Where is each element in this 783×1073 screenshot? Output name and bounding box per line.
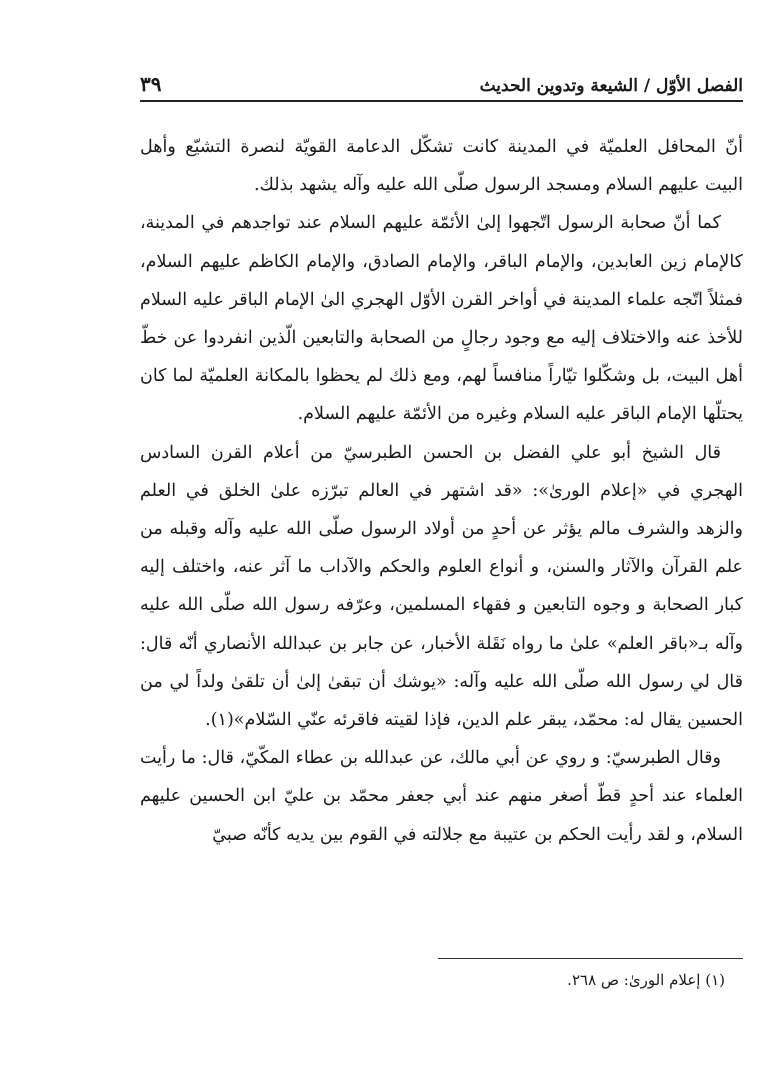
footnote-divider [438, 958, 743, 959]
footnote: (١) إعلام الورىٰ: ص ٢٦٨. [567, 971, 725, 989]
paragraph-1: أنّ المحافل العلميّة في المدينة كانت تشكّل الدعامة القويّة لنصرة التشيّع وأهل البيت عليهم السلام ومسجد الرسول صلّى الله عليه وآله يشهد بذلك. [140, 137, 743, 196]
page-header [140, 60, 743, 102]
paragraph-3: قال الشيخ أبو علي الفضل بن الحسن الطبرسيّ من أعلام القرن السادس الهجري في «إعلام الورىٰ»: «قد اشتهر في العالم تبرّزه علىٰ الخلق في العلم والزهد والشرف مالم يؤثر عن أحدٍ من أولاد الرسول صلّى الله عليه وآله وقبله من علم القرآن والآثار والسنن، و أنواع العلوم والحكم والآداب ما آثر عنه، واختلف إليه كبار الصحابة و وجوه التابعين و فقهاء المسلمين، وعرّفه رسول الله صلّى الله عليه وآله بـ«باقر العلم» علىٰ ما رواه نَقَلة الأخبار، عن جابر بن عبدالله الأنصاري أنّه قال: قال لي رسول الله صلّى الله عليه وآله: «يوشك أن تبقىٰ إلىٰ أن تلقىٰ ولداً لي من الحسين يقال له: محمّد، يبقر علم الدين، فإذا لقيته فاقرئه عنّي السّلام»(١). [140, 442, 743, 731]
body-text [140, 128, 743, 854]
paragraph-2: كما أنّ صحابة الرسول اتّجهوا إلىٰ الأئمّة عليهم السلام عند تواجدهم في المدينة، كالإمام زين العابدين، والإمام الباقر، والإمام الصادق، والإمام الكاظم عليهم السلام، فمثلاً اتّجه علماء المدينة في أواخر القرن الأوّل الهجري الىٰ الإمام الباقر عليه السلام للأخذ عنه والاختلاف إليه مع وجود رجالٍ من الصحابة والتابعين الّذين انفردوا عن خطّ أهل البيت، بل وشكّلوا تيّاراً منافساً لهم، ومع ذلك لم يحظوا بالمكانة العلميّة لما كان يحتلّها الإمام الباقر عليه السلام وغيره من الأئمّة عليهم السلام. [140, 213, 743, 425]
paragraph-4: وقال الطبرسيّ: و روي عن أبي مالك، عن عبدالله بن عطاء المكّيّ، قال: ما رأيت العلماء عند أحدٍ قطّ أصغر منهم عند أبي جعفر محمّد بن عليّ ابن الحسين عليهم السلام، و لقد رأيت الحكم بن عتيبة مع جلالته في القوم بين يديه كأنّه صبيّ [140, 748, 743, 845]
running-header-title: الفصل الأوّل / الشيعة وتدوين الحديث [479, 76, 743, 96]
page-number: ٣٩ [140, 72, 162, 96]
